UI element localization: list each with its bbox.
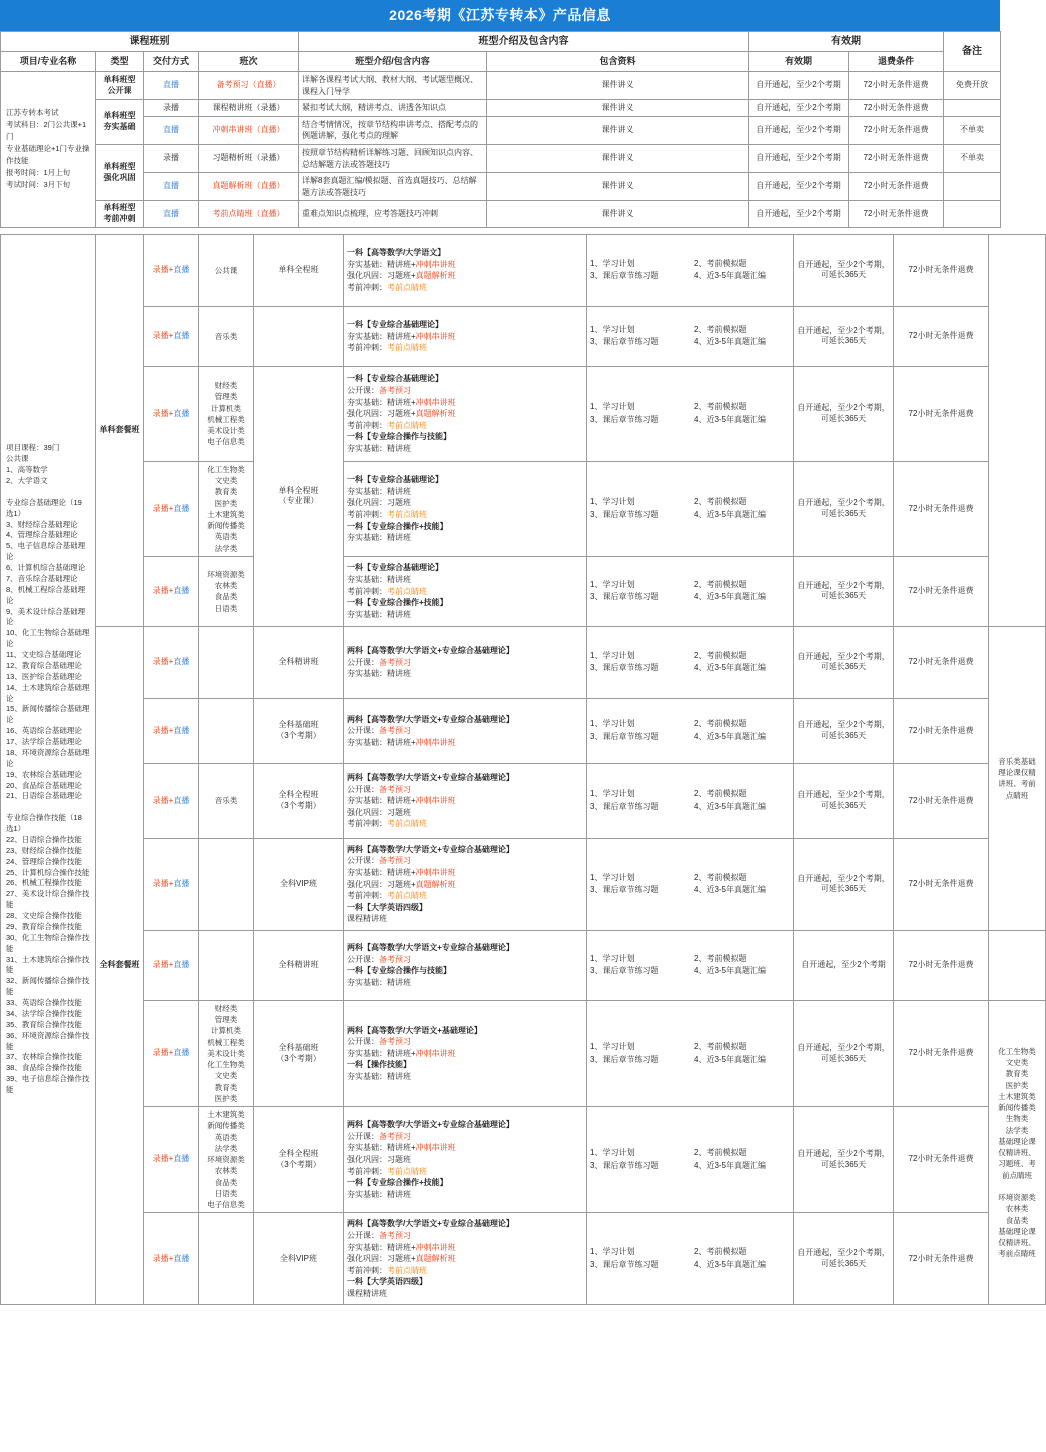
col-header-intro: 班型介绍/包含内容 — [299, 52, 487, 72]
refund-condition: 72小时无条件退费 — [894, 1213, 989, 1305]
class-intro: 详解各课程考试大纲、教材大纲、考试题型概况、课程入门导学 — [299, 72, 487, 100]
delivery-method: 录播+直播 — [144, 698, 199, 763]
included-materials: 1、学习计划 2、考前模拟题 3、课后章节练习题 4、近3-5年真题汇编 — [587, 1107, 794, 1213]
table-row — [1, 1107, 1046, 1213]
page-title: 2026考期《江苏专转本》产品信息 — [0, 0, 1000, 31]
delivery-method: 直播 — [144, 72, 199, 100]
row-remark — [989, 234, 1046, 626]
included-materials: 1、学习计划 2、考前模拟题 3、课后章节练习题 4、近3-5年真题汇编 — [587, 556, 794, 626]
session-name: 全科VIP班 — [254, 1213, 344, 1305]
table-row — [1, 173, 1001, 201]
delivery-method: 录播+直播 — [144, 763, 199, 838]
session-name: 备考预习（直播） — [199, 72, 299, 100]
included-materials: 1、学习计划 2、考前模拟题 3、课后章节练习题 4、近3-5年真题汇编 — [587, 306, 794, 366]
table-row — [1, 144, 1001, 172]
group-header-course-category: 课程班别 — [1, 32, 299, 52]
row-remark: 不单卖 — [944, 116, 1001, 144]
col-header-project: 项目/专业名称 — [1, 52, 96, 72]
session-name: 全科全程班 （3个考期） — [254, 763, 344, 838]
major-category — [199, 698, 254, 763]
class-intro: 两科【高等数学/大学语文+专业综合基础理论】 公开课：备考预习 夯实基础：精讲班+冲刺串讲班 — [344, 698, 587, 763]
header-table — [0, 31, 1001, 228]
class-intro: 一科【专业综合基础理论】 夯实基础：精讲班 强化巩固：习题班 考前冲刺：考前点睛班 一科【专业综合操作+技能】 夯实基础：精讲班 — [344, 461, 587, 556]
class-type: 单科班型 公开课 — [96, 72, 144, 100]
class-intro: 详解8套真题汇编/模拟题、首选真题技巧、总结解题方法或答题技巧 — [299, 173, 487, 201]
valid-period: 自开通起，至少2个考期，可延长365天 — [794, 1000, 894, 1106]
valid-period: 自开通起，至少2个考期，可延长365天 — [794, 366, 894, 461]
class-intro: 两科【高等数学/大学语文+专业综合基础理论】 公开课：备考预习 夯实基础：精讲班 — [344, 626, 587, 698]
refund-condition: 72小时无条件退费 — [849, 201, 944, 228]
refund-condition: 72小时无条件退费 — [894, 698, 989, 763]
refund-condition: 72小时无条件退费 — [894, 234, 989, 306]
valid-period: 自开通起，至少2个考期，可延长365天 — [794, 234, 894, 306]
table-row — [1, 201, 1001, 228]
package-type-full: 全科套餐班 — [96, 626, 144, 1305]
table-row — [1, 763, 1046, 838]
table-row — [1, 1000, 1046, 1106]
major-category: 财经类 管理类 计算机类 机械工程类 美术设计类 电子信息类 — [199, 366, 254, 461]
packages-table — [0, 234, 1046, 1306]
delivery-method: 录播+直播 — [144, 234, 199, 306]
major-category: 化工生物类 文史类 教育类 医护类 土木建筑类 新闻传播类 英语类 法学类 — [199, 461, 254, 556]
included-materials: 1、学习计划 2、考前模拟题 3、课后章节练习题 4、近3-5年真题汇编 — [587, 1000, 794, 1106]
class-intro: 两科【高等数学/大学语文+专业综合基础理论】 公开课：备考预习 夯实基础：精讲班+冲刺串讲班 强化巩固：习题班 考前冲刺：考前点睛班 — [344, 763, 587, 838]
refund-condition: 72小时无条件退费 — [849, 144, 944, 172]
class-type: 单科班型 强化巩固 — [96, 144, 144, 200]
session-name: 单科全程班 — [254, 234, 344, 306]
refund-condition: 72小时无条件退费 — [894, 763, 989, 838]
table-row — [1, 366, 1046, 461]
major-category: 音乐类 — [199, 306, 254, 366]
valid-period: 自开通起，至少2个考期，可延长365天 — [794, 763, 894, 838]
table-row — [1, 698, 1046, 763]
row-remark — [944, 201, 1001, 228]
session-name: 全科基础班 （3个考期） — [254, 1000, 344, 1106]
class-intro: 结合考情情况，按章节结构串讲考点、搭配考点的例题讲解，强化考点的理解 — [299, 116, 487, 144]
table-row — [1, 72, 1001, 100]
class-intro: 两科【高等数学/大学语文+专业综合基础理论】 公开课：备考预习 夯实基础：精讲班+冲刺串讲班 强化巩固：习题班 考前冲刺：考前点睛班 一科【专业综合操作+技能】 夯实基础：精讲班 — [344, 1107, 587, 1213]
session-name: 单科全程班 （专业课） — [254, 366, 344, 626]
valid-period: 自开通起，至少2个考期 — [749, 100, 849, 117]
delivery-method: 录播+直播 — [144, 838, 199, 930]
major-category — [199, 1213, 254, 1305]
refund-condition: 72小时无条件退费 — [894, 626, 989, 698]
table-row — [1, 306, 1046, 366]
session-name: 全科基础班 （3个考期） — [254, 698, 344, 763]
table-row — [1, 556, 1046, 626]
class-intro: 两科【高等数学/大学语文+专业综合基础理论】 公开课：备考预习 夯实基础：精讲班+冲刺串讲班 强化巩固：习题班+真题解析班 考前冲刺：考前点睛班 一科【大学英语四级】 课程精讲班 — [344, 838, 587, 930]
row-remark: 不单卖 — [944, 144, 1001, 172]
valid-period: 自开通起，至少2个考期，可延长365天 — [794, 626, 894, 698]
group-header-remark: 备注 — [944, 32, 1001, 72]
major-category: 财经类 管理类 计算机类 机械工程类 美术设计类 化工生物类 文史类 教育类 医护类 — [199, 1000, 254, 1106]
included-materials: 1、学习计划 2、考前模拟题 3、课后章节练习题 4、近3-5年真题汇编 — [587, 698, 794, 763]
included-materials: 1、学习计划 2、考前模拟题 3、课后章节练习题 4、近3-5年真题汇编 — [587, 626, 794, 698]
table-row — [1, 626, 1046, 698]
delivery-method: 录播 — [144, 144, 199, 172]
delivery-method: 录播+直播 — [144, 1107, 199, 1213]
session-name: 冲刺串讲班（直播） — [199, 116, 299, 144]
class-intro: 一科【高等数学/大学语文】 夯实基础：精讲班+冲刺串讲班 强化巩固：习题班+真题解析班 考前冲刺：考前点睛班 — [344, 234, 587, 306]
table-row — [1, 838, 1046, 930]
delivery-method: 录播+直播 — [144, 306, 199, 366]
row-remark — [944, 100, 1001, 117]
delivery-method: 录播+直播 — [144, 1213, 199, 1305]
valid-period: 自开通起，至少2个考期 — [794, 930, 894, 1000]
valid-period: 自开通起，至少2个考期 — [749, 116, 849, 144]
group-header-class-intro: 班型介绍及包含内容 — [299, 32, 749, 52]
table-row — [1, 1213, 1046, 1305]
valid-period: 自开通起，至少2个考期 — [749, 173, 849, 201]
included-materials: 课件讲义 — [487, 72, 749, 100]
col-header-materials: 包含资料 — [487, 52, 749, 72]
delivery-method: 直播 — [144, 173, 199, 201]
refund-condition: 72小时无条件退费 — [894, 461, 989, 556]
table-row — [1, 461, 1046, 556]
refund-condition: 72小时无条件退费 — [894, 838, 989, 930]
refund-condition: 72小时无条件退费 — [849, 116, 944, 144]
refund-condition: 72小时无条件退费 — [894, 1107, 989, 1213]
table-row — [1, 930, 1046, 1000]
refund-condition: 72小时无条件退费 — [849, 72, 944, 100]
delivery-method: 录播+直播 — [144, 1000, 199, 1106]
delivery-method: 录播+直播 — [144, 626, 199, 698]
included-materials: 课件讲义 — [487, 201, 749, 228]
session-name: 全科精讲班 — [254, 930, 344, 1000]
delivery-method: 录播+直播 — [144, 930, 199, 1000]
project-name-cell: 江苏专转本考试 考试科目：2门公共课+1门 专业基础理论+1门专业操 作技能 报考时间：1月上旬 考试时间：3月下旬 — [1, 72, 96, 228]
delivery-method: 录播+直播 — [144, 556, 199, 626]
class-intro: 按照章节结构精析详解练习题、回顾知识点内容、总结解题方法或答题技巧 — [299, 144, 487, 172]
major-category: 环境资源类 农林类 食品类 日语类 — [199, 556, 254, 626]
delivery-method: 录播+直播 — [144, 461, 199, 556]
session-name: 全科全程班 （3个考期） — [254, 1107, 344, 1213]
class-intro: 一科【专业综合基础理论】 夯实基础：精讲班 考前冲刺：考前点睛班 一科【专业综合操作+技能】 夯实基础：精讲班 — [344, 556, 587, 626]
col-header-session: 班次 — [199, 52, 299, 72]
included-materials: 1、学习计划 2、考前模拟题 3、课后章节练习题 4、近3-5年真题汇编 — [587, 366, 794, 461]
refund-condition: 72小时无条件退费 — [849, 173, 944, 201]
included-materials: 1、学习计划 2、考前模拟题 3、课后章节练习题 4、近3-5年真题汇编 — [587, 763, 794, 838]
session-name: 全科VIP班 — [254, 838, 344, 930]
delivery-method: 录播 — [144, 100, 199, 117]
class-intro: 紧扣考试大纲，精讲考点、讲透各知识点 — [299, 100, 487, 117]
session-name: 课程精讲班（录播） — [199, 100, 299, 117]
valid-period: 自开通起，至少2个考期，可延长365天 — [794, 461, 894, 556]
col-header-delivery: 交付方式 — [144, 52, 199, 72]
delivery-method: 直播 — [144, 201, 199, 228]
class-intro: 两科【高等数学/大学语文+基础理论】 公开课：备考预习 夯实基础：精讲班+冲刺串讲班 一科【操作技能】 夯实基础：精讲班 — [344, 1000, 587, 1106]
valid-period: 自开通起，至少2个考期 — [749, 144, 849, 172]
row-remark — [989, 930, 1046, 1000]
delivery-method: 直播 — [144, 116, 199, 144]
valid-period: 自开通起，至少2个考期 — [749, 72, 849, 100]
delivery-method: 录播+直播 — [144, 366, 199, 461]
row-remark: 免费开放 — [944, 72, 1001, 100]
remark-music: 音乐类基础 理论课仅精 讲班、考前 点睛班 — [989, 626, 1046, 930]
included-materials: 课件讲义 — [487, 173, 749, 201]
class-intro: 两科【高等数学/大学语文+专业综合基础理论】 公开课：备考预习 一科【专业综合操作与技能】 夯实基础：精讲班 — [344, 930, 587, 1000]
included-materials: 1、学习计划 2、考前模拟题 3、课后章节练习题 4、近3-5年真题汇编 — [587, 461, 794, 556]
valid-period: 自开通起，至少2个考期，可延长365天 — [794, 306, 894, 366]
class-intro: 一科【专业综合基础理论】 夯实基础：精讲班+冲刺串讲班 考前冲刺：考前点睛班 — [344, 306, 587, 366]
refund-condition: 72小时无条件退费 — [894, 930, 989, 1000]
class-intro: 一科【专业综合基础理论】 公开课：备考预习 夯实基础：精讲班+冲刺串讲班 强化巩固：习题班+真题解析班 考前冲刺：考前点睛班 一科【专业综合操作与技能】 夯实基础：精讲班 — [344, 366, 587, 461]
table-row — [1, 116, 1001, 144]
refund-condition: 72小时无条件退费 — [894, 556, 989, 626]
table-row — [1, 100, 1001, 117]
major-category: 音乐类 — [199, 763, 254, 838]
major-category: 土木建筑类 新闻传播类 英语类 法学类 环境资源类 农林类 食品类 日语类 电子信息类 — [199, 1107, 254, 1213]
session-name: 考前点睛班（直播） — [199, 201, 299, 228]
col-header-valid-period: 有效期 — [749, 52, 849, 72]
included-materials: 课件讲义 — [487, 116, 749, 144]
major-category — [199, 930, 254, 1000]
class-type: 单科班型 考前冲刺 — [96, 201, 144, 228]
valid-period: 自开通起，至少2个考期，可延长365天 — [794, 698, 894, 763]
valid-period: 自开通起，至少2个考期，可延长365天 — [794, 556, 894, 626]
valid-period: 自开通起，至少2个考期，可延长365天 — [794, 1213, 894, 1305]
included-materials: 课件讲义 — [487, 144, 749, 172]
group-header-validity: 有效期 — [749, 32, 944, 52]
valid-period: 自开通起，至少2个考期，可延长365天 — [794, 838, 894, 930]
session-name — [254, 306, 344, 366]
col-header-refund: 退费条件 — [849, 52, 944, 72]
table-row — [1, 234, 1046, 306]
major-category: 公共课 — [199, 234, 254, 306]
refund-condition: 72小时无条件退费 — [894, 306, 989, 366]
valid-period: 自开通起，至少2个考期，可延长365天 — [794, 1107, 894, 1213]
included-materials: 1、学习计划 2、考前模拟题 3、课后章节练习题 4、近3-5年真题汇编 — [587, 930, 794, 1000]
included-materials: 课件讲义 — [487, 100, 749, 117]
class-intro: 重难点知识点梳理，应考答题技巧冲刺 — [299, 201, 487, 228]
session-name: 习题精析班（录播） — [199, 144, 299, 172]
class-intro: 两科【高等数学/大学语文+专业综合基础理论】 公开课：备考预习 夯实基础：精讲班+冲刺串讲班 强化巩固：习题班+真题解析班 考前冲刺：考前点睛班 一科【大学英语四级】 课程精讲班 — [344, 1213, 587, 1305]
valid-period: 自开通起，至少2个考期 — [749, 201, 849, 228]
row-remark — [944, 173, 1001, 201]
major-category — [199, 838, 254, 930]
included-materials: 1、学习计划 2、考前模拟题 3、课后章节练习题 4、近3-5年真题汇编 — [587, 838, 794, 930]
remark-major-groups: 化工生物类 文史类 教育类 医护类 土木建筑类 新闻传播类 生物类 法学类 基础理论课 仅精讲班、 习题班、考 前点睛班 环境资源类 农林类 食品类 基础理论课 仅精讲班、 考前点睛班 — [989, 1000, 1046, 1305]
refund-condition: 72小时无条件退费 — [849, 100, 944, 117]
project-course-list: 项目课程：39门 公共课 1、高等数学 2、大学语文 专业综合基础理论（19 选1） 3、财经综合基础理论 4、管理综合基础理论 5、电子信息综合基础理论 6、计算机综合基础理论 7、音乐综合基础理论 8、机械工程综合基础理论 9、美术设计综合基础理论 10、化工生物综合基础理论 11、文史综合基础理论 12、教育综合基础理论 13、医护综合基础理论 14、土木建筑综合基础理论 15、新闻传播综合基础理论 16、英语综合基础理论 17、法学综合基础理论 18、环境资源综合基础理论 19、农林综合基础理论 20、食品综合基础理论 21、日语综合基础理论 专业综合操作技能（18 选1） 22、日语综合操作技能 23、财经综合操作技能 24、管理综合操作技能 25、计算机综合操作技能 26、机械工程操作技能 27、美术设计综合操作技能 28、文史综合操作技能 29、教育综合操作技能 30、化工生物综合操作技能 31、土木建筑综合操作技能 32、新闻传播综合操作技能 33、英语综合操作技能 34、法学综合操作技能 35、教育综合操作技能 36、环境资源综合操作技能 37、农林综合操作技能 38、食品综合操作技能 39、电子信息综合操作技能 — [1, 234, 96, 1305]
package-type-single: 单科套餐班 — [96, 234, 144, 626]
included-materials: 1、学习计划 2、考前模拟题 3、课后章节练习题 4、近3-5年真题汇编 — [587, 1213, 794, 1305]
session-name: 真题解析班（直播） — [199, 173, 299, 201]
refund-condition: 72小时无条件退费 — [894, 1000, 989, 1106]
included-materials: 1、学习计划 2、考前模拟题 3、课后章节练习题 4、近3-5年真题汇编 — [587, 234, 794, 306]
col-header-type: 类型 — [96, 52, 144, 72]
class-type: 单科班型 夯实基础 — [96, 100, 144, 145]
session-name: 全科精讲班 — [254, 626, 344, 698]
major-category — [199, 626, 254, 698]
refund-condition: 72小时无条件退费 — [894, 366, 989, 461]
